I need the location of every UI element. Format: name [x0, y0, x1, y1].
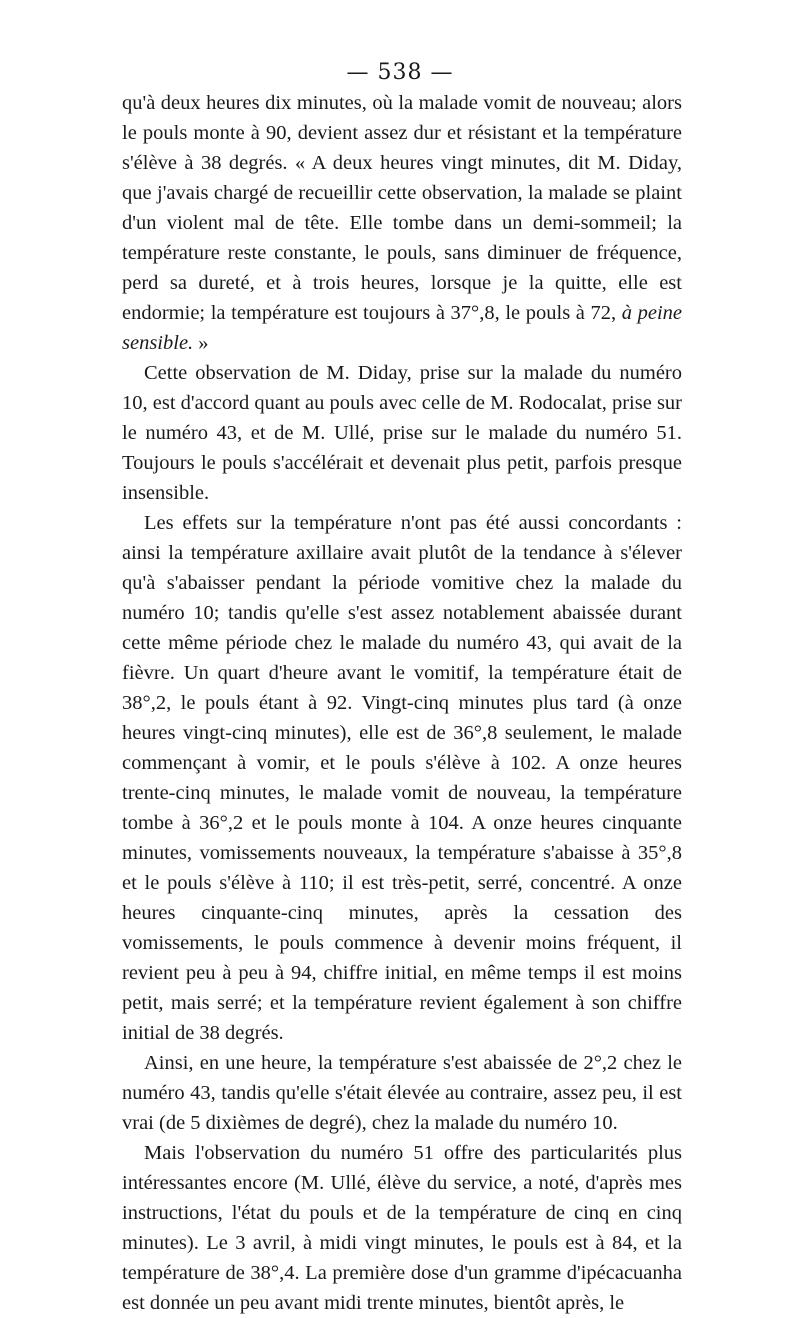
paragraph: Cette observation de M. Diday, prise sur la malade du numéro 10, est d'accord quant au pouls avec celle de M. Rodocalat, prise sur le numéro 43, et de M. Ullé, prise sur le malade du numéro 51. Toujours le pouls s'accélérait et devenait plus petit, parfois presque insensible. [122, 362, 682, 504]
emphasis-text: à peine sensible. [122, 302, 682, 354]
page-number: — 538 — [346, 60, 454, 85]
paragraph [122, 88, 682, 358]
paragraph: Ainsi, en une heure, la température s'est abaissée de 2°,2 chez le numéro 43, tandis qu'elle s'était élevée au contraire, assez peu, il est vrai (de 5 dixièmes de degré), chez la malade du numéro 10. [122, 1052, 682, 1134]
paragraph: Mais l'observation du numéro 51 offre des particularités plus intéressantes encore (M. Ullé, élève du service, a noté, d'après mes instructions, l'état du pouls et de la température de cinq en cinq minutes). Le 3 avril, à midi vingt minutes, le pouls est à 84, et la température de 38°,4. La première dose d'un gramme d'ipécacuanha est donnée un peu avant midi trente minutes, bientôt après, le [122, 1142, 682, 1314]
quote-close: » [193, 332, 209, 354]
paragraph: Les effets sur la température n'ont pas été aussi concordants : ainsi la température axillaire avait plutôt de la tendance à s'élever qu'à s'abaisser pendant la période vomitive chez la malade du numéro 10; tandis qu'elle s'est assez notablement abaissée durant cette même période chez le malade du numéro 43, qui avait de la fièvre. Un quart d'heure avant le vomitif, la température était de 38°,2, le pouls étant à 92. Vingt-cinq minutes plus tard (à onze heures vingt-cinq minutes), elle est de 36°,8 seulement, le malade commençant à vomir, et le pouls s'élève à 102. A onze heures trente-cinq minutes, le malade vomit de nouveau, la température tombe à 36°,2 et le pouls monte à 104. A onze heures cinquante minutes, vomissements nouveaux, la température s'abaisse à 35°,8 et le pouls s'élève à 110; il est très-petit, serré, concentré. A onze heures cinquante-cinq minutes, après la cessation des vomissements, le pouls commence à devenir moins fréquent, il revient peu à peu à 94, chiffre initial, en même temps il est moins petit, mais serré; et la température revient également à son chiffre initial de 38 degrés. [122, 512, 682, 1044]
paragraph-text: qu'à deux heures dix minutes, où la malade vomit de nouveau; alors le pouls monte à 90, devient assez dur et résistant et la température s'élève à 38 degrés. « A deux heures vingt minutes, dit M. Diday, que j'avais chargé de recueillir cette observation, la malade se plaint d'un violent mal de tête. Elle tombe dans un demi-sommeil; la température reste constante, le pouls, sans diminuer de fréquence, perd sa dureté, et à trois heures, lorsque je la quitte, elle est endormie; la température est toujours à 37°,8, le pouls à 72, [122, 92, 682, 324]
page-body [122, 88, 682, 1318]
